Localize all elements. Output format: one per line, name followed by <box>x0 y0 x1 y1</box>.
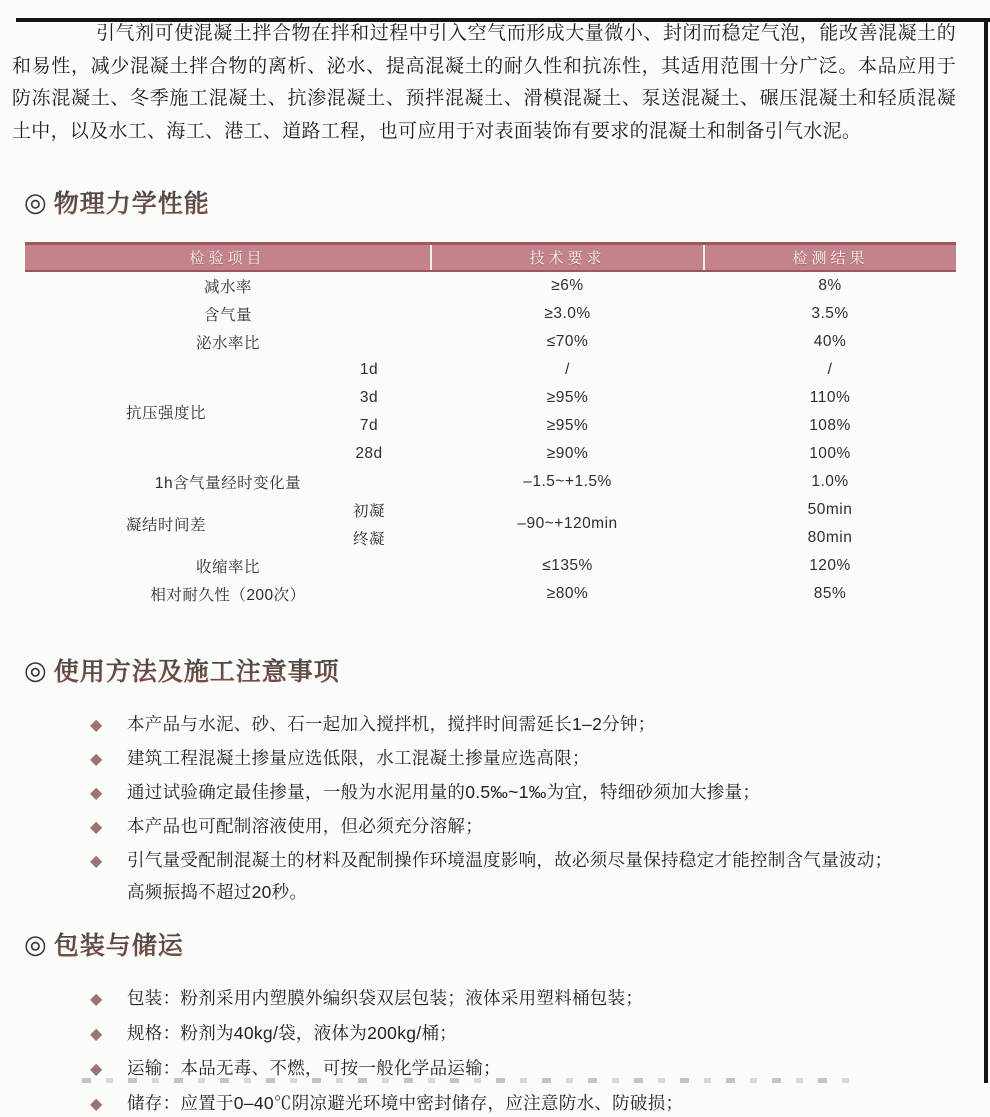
section-title-physical-properties <box>24 184 962 220</box>
cell-item: 1h含气量经时变化量 <box>154 475 302 492</box>
list-item-continuation: 高频振捣不超过20秒。 <box>127 882 308 902</box>
diamond-bullet-icon: ◆ <box>90 717 103 734</box>
cell-item: 泌水率比 <box>196 335 261 352</box>
cell-sub-item: 28d <box>355 445 383 462</box>
table-row <box>25 580 956 608</box>
cell-requirement: –90~+120min <box>517 515 618 532</box>
packing-storage-list <box>12 986 962 1115</box>
cell-sub-item: 初凝 <box>353 503 386 520</box>
cell-sub-item: 3d <box>359 389 379 406</box>
clipped-text-remnant <box>82 1078 860 1083</box>
cell-item-group: 抗压强度比 <box>125 405 206 422</box>
cell-requirement: ≥6% <box>551 277 584 294</box>
cell-result: 108% <box>809 417 851 434</box>
cell-requirement: ≤135% <box>542 557 593 574</box>
section-title-text: 物理力学性能 <box>54 184 210 220</box>
diamond-bullet-icon: ◆ <box>90 819 103 836</box>
list-item: ◆ 本产品也可配制溶液使用，但必须充分溶解； <box>90 814 962 838</box>
cell-item: 相对耐久性（200次） <box>150 587 306 604</box>
scanned-datasheet-page <box>0 18 990 1113</box>
cell-result: 120% <box>809 557 851 574</box>
cell-requirement: ≥3.0% <box>544 305 591 322</box>
intro-paragraph: 引气剂可使混凝土拌合物在拌和过程中引入空气而形成大量微小、封闭而稳定气泡，能改善混凝土的和易性，减少混凝土拌合物的离析、泌水、提高混凝土的耐久性和抗冻性，其适用范围十分广泛。本品应用于防冻混凝土、冬季施工混凝土、抗渗混凝土、预拌混凝土、滑模混凝土、泵送混凝土、碾压混凝土和轻质混凝土中，以及水工、海工、港工、道路工程，也可应用于对表面装饰有要求的混凝土和制备引气水泥。 <box>12 23 956 142</box>
scan-edge-right <box>984 18 988 1083</box>
table-row <box>25 271 956 300</box>
table-row <box>25 552 956 580</box>
cell-result: 40% <box>813 333 847 350</box>
cell-sub-item: 7d <box>359 417 379 434</box>
table-row <box>25 328 956 356</box>
cell-requirement: ≥80% <box>546 585 589 602</box>
table-row <box>25 496 956 524</box>
list-item: ◆ 本产品与水泥、砂、石一起加入搅拌机，搅拌时间需延长1–2分钟； <box>90 712 962 736</box>
column-header-requirement: 技术要求 <box>431 244 704 272</box>
cell-item-group: 凝结时间差 <box>125 517 206 534</box>
list-item: ◆ 建筑工程混凝土掺量应选低限，水工混凝土掺量应选高限； <box>90 746 962 770</box>
diamond-bullet-icon: ◆ <box>90 785 103 802</box>
cell-requirement: ≥95% <box>546 389 589 406</box>
list-item: ◆ 储存：应置于0–40℃阴凉避光环境中密封储存，应注意防水、防破损； <box>90 1091 962 1115</box>
section-title-text: 使用方法及施工注意事项 <box>54 652 340 688</box>
usage-notes-list <box>12 712 962 904</box>
column-header-result: 检测结果 <box>704 244 956 272</box>
list-item: ◆ 运输：本品无毒、不燃，可按一般化学品运输； <box>90 1056 962 1080</box>
cell-requirement: ≤70% <box>546 333 589 350</box>
list-item: ◆ 规格：粉剂为40kg/袋，液体为200kg/桶； <box>90 1021 962 1045</box>
cell-requirement: –1.5~+1.5% <box>523 473 612 490</box>
section-title-usage-notes <box>24 652 962 688</box>
cell-result: / <box>827 361 833 378</box>
diamond-bullet-icon: ◆ <box>90 1061 103 1078</box>
cell-result: 85% <box>813 585 847 602</box>
table-row <box>25 468 956 496</box>
cell-requirement: ≥90% <box>546 445 589 462</box>
cell-result: 110% <box>809 389 851 406</box>
double-circle-bullet-icon: ◎ <box>24 928 48 959</box>
cell-requirement: / <box>565 361 570 378</box>
cell-sub-item: 终凝 <box>353 531 386 548</box>
diamond-bullet-icon: ◆ <box>90 991 103 1008</box>
section-title-text: 包装与储运 <box>54 926 184 962</box>
table-header-row <box>25 244 956 272</box>
cell-result: 1.0% <box>811 473 849 490</box>
double-circle-bullet-icon: ◎ <box>24 186 48 217</box>
cell-result: 3.5% <box>811 305 849 322</box>
diamond-bullet-icon: ◆ <box>90 1026 103 1043</box>
cell-requirement: ≥95% <box>546 417 589 434</box>
list-item: ◆ 通过试验确定最佳掺量，一般为水泥用量的0.5‰~1‰为宜，特细砂须加大掺量； <box>90 780 962 804</box>
section-title-packing-storage <box>24 926 962 962</box>
cell-result: 50min <box>807 501 853 518</box>
scan-edge-top <box>16 18 990 22</box>
cell-result: 8% <box>818 277 842 294</box>
double-circle-bullet-icon: ◎ <box>24 654 48 685</box>
cell-result: 100% <box>809 445 851 462</box>
list-item: ◆ 引气量受配制混凝土的材料及配制操作环境温度影响，故必须尽量保持稳定才能控制含气量波动； <box>90 848 962 872</box>
physical-properties-table <box>25 242 956 608</box>
table-row <box>25 300 956 328</box>
cell-item: 含气量 <box>204 307 253 324</box>
table-row <box>25 356 956 384</box>
cell-item: 减水率 <box>204 279 253 296</box>
diamond-bullet-icon: ◆ <box>90 853 103 870</box>
column-header-item: 检验项目 <box>25 244 431 272</box>
list-item: ◆ 包装：粉剂采用内塑膜外编织袋双层包装；液体采用塑料桶包装； <box>90 986 962 1010</box>
cell-sub-item: 1d <box>359 361 379 378</box>
cell-result: 80min <box>807 529 853 546</box>
page-content <box>0 18 990 1115</box>
diamond-bullet-icon: ◆ <box>90 751 103 768</box>
cell-item: 收缩率比 <box>196 559 261 576</box>
diamond-bullet-icon: ◆ <box>90 1096 103 1113</box>
